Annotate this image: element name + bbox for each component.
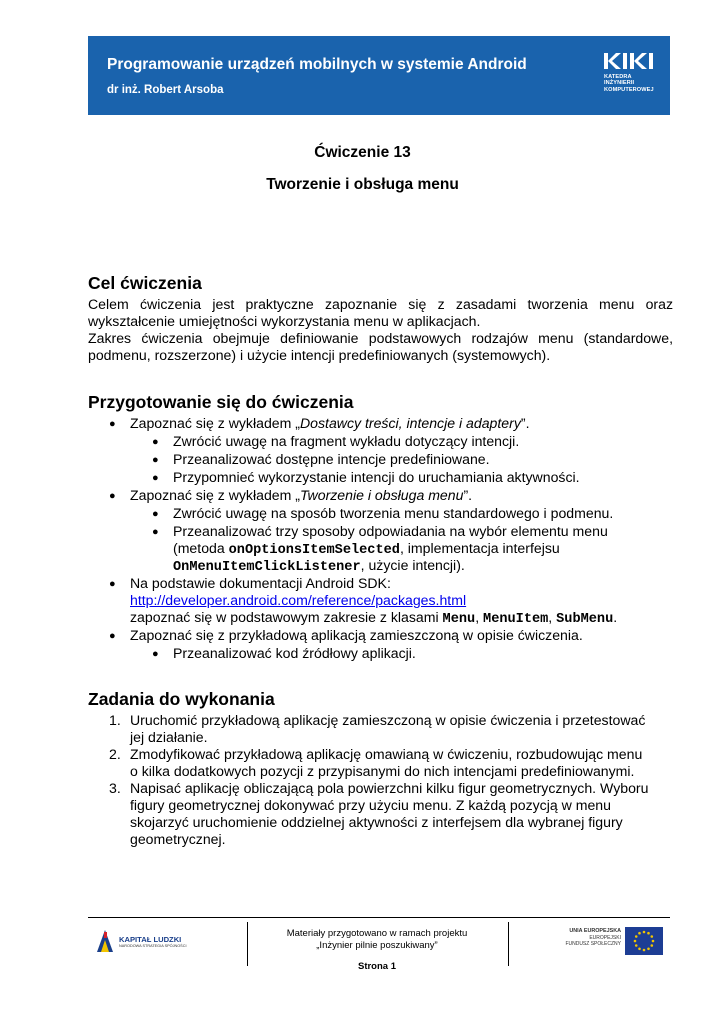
prep-subitem: Zwrócić uwagę na fragment wykładu dotyczący intencji. [173, 433, 520, 449]
prep-subitem: Przeanalizować trzy sposoby odpowiadania na wybór elementu menu [173, 523, 608, 539]
prep-subitem-cont: OnMenuItemClickListener, użycie intencji). [173, 557, 465, 575]
eu-logo-text: UNIA EUROPEJSKA EUROPEJSKI FUNDUSZ SPOŁECZNY [565, 928, 621, 948]
eu-logo [555, 927, 665, 957]
prep-subitem: Przeanalizować dostępne intencje predefiniowane. [173, 451, 490, 467]
bullet-icon: ● [152, 454, 159, 466]
prep-item-2: Zapoznać się z wykładem „Tworzenie i obsługa menu”. [130, 487, 473, 503]
kapital-ludzki-icon [95, 928, 117, 954]
bullet-icon: ● [152, 508, 159, 520]
goal-text-line: wykształcenie umiejętności wykorzystania menu w aplikacjach. [88, 313, 481, 329]
prep-subitem: Zwrócić uwagę na sposób tworzenia menu standardowego i podmenu. [173, 505, 614, 521]
bullet-icon: ● [152, 436, 159, 448]
prep-item-1: Zapoznać się z wykładem „Dostawcy treści, intencje i adaptery”. [130, 415, 530, 431]
task-number: 1. [109, 712, 121, 728]
tasks-heading: Zadania do wykonania [88, 689, 275, 709]
prep-item-4: Zapoznać się z przykładową aplikacją zamieszczoną w opisie ćwiczenia. [130, 627, 583, 643]
footer-divider [247, 922, 248, 966]
prep-heading: Przygotowanie się do ćwiczenia [88, 392, 354, 412]
author-name: dr inż. Robert Arsoba [107, 84, 224, 96]
footer-divider [508, 922, 509, 966]
bullet-icon: ● [109, 578, 116, 590]
task-3-line: figury geometrycznej dokonywać przy użyciu menu. Z każdą pozycją w menu [130, 797, 611, 813]
task-3-line: skojarzyć uruchomienie oddzielnej aktywności z interfejsem dla wybranej figury [130, 814, 623, 830]
task-1-line: jej działanie. [130, 729, 208, 745]
prep-subitem-cont: (metoda onOptionsItemSelected, implementacja interfejsu [173, 540, 560, 558]
eu-flag-icon [625, 927, 663, 955]
document-header [88, 36, 670, 115]
goal-heading: Cel ćwiczenia [88, 273, 202, 293]
bullet-icon: ● [109, 630, 116, 642]
kik-logo-text: KATEDRA INŻYNIERII KOMPUTEROWEJ [604, 74, 654, 93]
exercise-number: Ćwiczenie 13 [314, 144, 411, 161]
goal-text-line: Zakres ćwiczenia obejmuje definiowanie podstawowych rodzajów menu (standardowe, [88, 330, 673, 346]
course-title: Programowanie urządzeń mobilnych w systemie Android [107, 56, 527, 73]
prep-subitem: Przeanalizować kod źródłowy aplikacji. [173, 645, 416, 661]
prep-subitem: Przypomnieć wykorzystanie intencji do uruchamiania aktywności. [173, 469, 580, 485]
task-3-line: Napisać aplikację obliczającą pola powierzchni kilku figur geometrycznych. Wyboru [130, 780, 649, 796]
task-2-line: o kilka dodatkowych pozycji z przypisanymi do nich intencjami predefiniowanymi. [130, 763, 635, 779]
prep-item-3-cont: zapoznać się w podstawowym zakresie z klasami Menu, MenuItem, SubMenu. [130, 609, 618, 627]
bullet-icon: ● [109, 418, 116, 430]
goal-text-line: Celem ćwiczenia jest praktyczne zapoznanie się z zasadami tworzenia menu oraz [88, 296, 673, 312]
task-3-line: geometrycznej. [130, 831, 226, 847]
task-2-line: Zmodyfikować przykładową aplikację omawianą w ćwiczeniu, rozbudowując menu [130, 746, 643, 762]
footer-divider [88, 917, 670, 918]
task-number: 2. [109, 746, 121, 762]
goal-text-line: podmenu, rozszerzone) i użycie intencji predefiniowanych (systemowych). [88, 347, 551, 363]
kapital-ludzki-logo: KAPITAŁ LUDZKI NARODOWA STRATEGIA SPÓJNOŚCI [95, 928, 205, 954]
footer-project-text: Materiały przygotowano w ramach projektu „Inżynier pilnie poszukiwany” [286, 928, 468, 951]
bullet-icon: ● [152, 648, 159, 660]
task-1-line: Uruchomić przykładową aplikację zamieszczoną w opisie ćwiczenia i przetestować [130, 712, 646, 728]
page-number: Strona 1 [357, 961, 396, 972]
exercise-title: Tworzenie i obsługa menu [266, 176, 459, 193]
task-number: 3. [109, 780, 121, 796]
sdk-docs-link[interactable]: http://developer.android.com/reference/packages.html [130, 592, 467, 608]
kik-logo [602, 50, 658, 106]
bullet-icon: ● [152, 472, 159, 484]
prep-item-3: Na podstawie dokumentacji Android SDK: [130, 575, 391, 591]
bullet-icon: ● [109, 490, 116, 502]
kik-logo-icon [602, 50, 658, 74]
bullet-icon: ● [152, 526, 159, 538]
